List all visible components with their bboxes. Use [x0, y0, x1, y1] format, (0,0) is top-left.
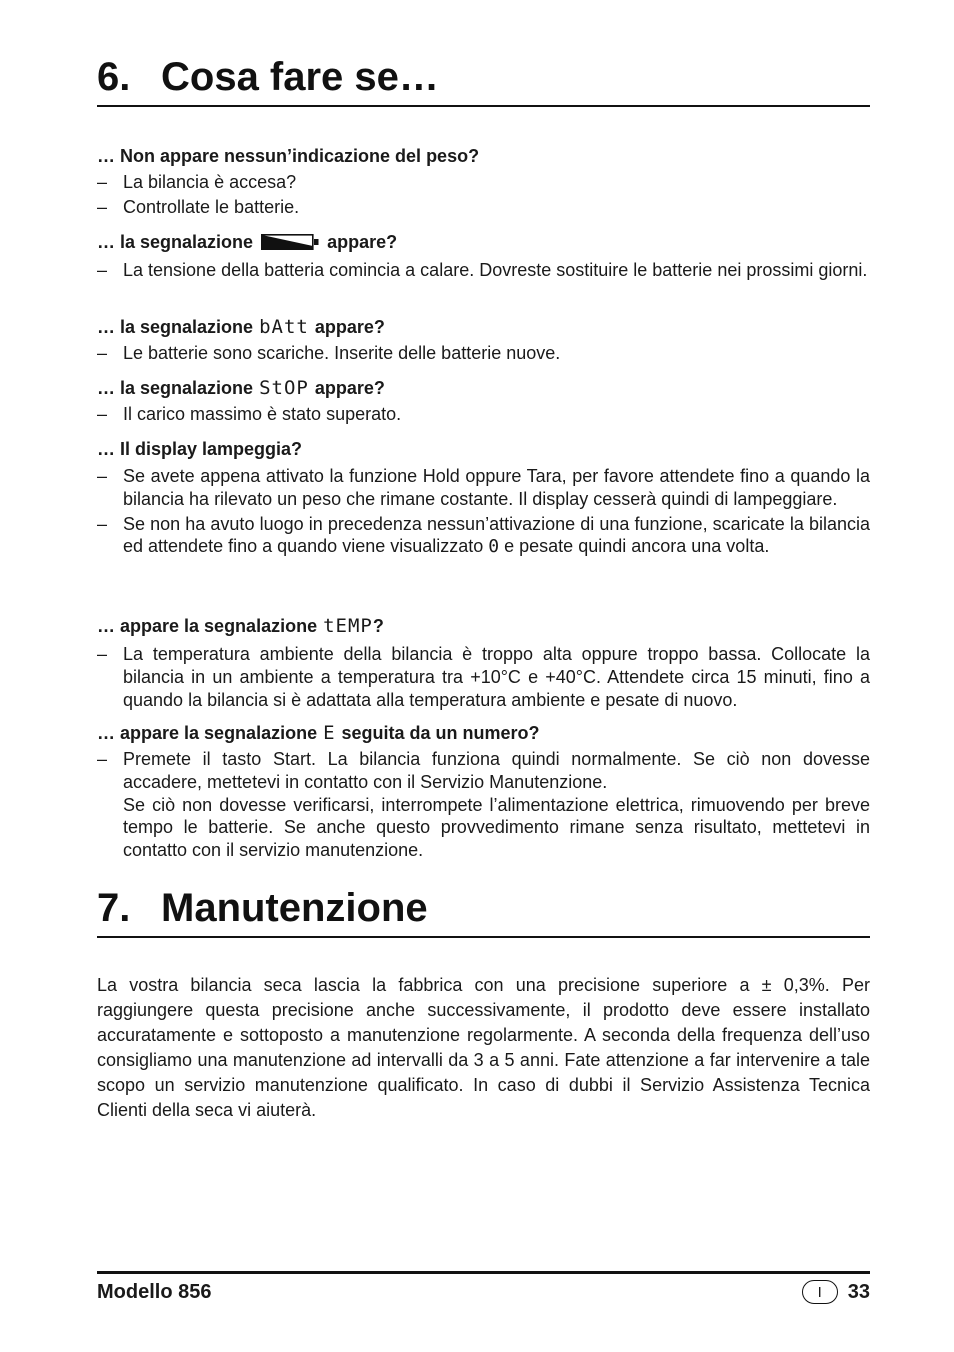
faq-question: … Il display lampeggia?: [97, 439, 303, 459]
faq-question-pre: … la segnalazione: [97, 317, 254, 337]
faq-answers: [97, 171, 870, 219]
faq-question-pre: … la segnalazione: [97, 232, 254, 252]
section-7-header: [97, 885, 870, 938]
faq-question-pre: … appare la segnalazione: [97, 616, 318, 636]
segment-display-text: 0: [488, 536, 500, 558]
faq-question-post: appare?: [314, 378, 385, 398]
faq-answer-post: e pesate quindi ancora una volta.: [504, 536, 770, 557]
faq-answer-pre: Se non ha avuto luogo in precedenza nessun’attivazione di una funzione, scaricate la bilancia ed attendete fino a quando viene visualizzato: [123, 513, 870, 557]
faq-question: [97, 316, 870, 338]
faq-answers: [97, 748, 870, 862]
faq-question-post: appare?: [327, 232, 398, 252]
footer-rule: [97, 1271, 870, 1274]
faq-answers: [97, 403, 870, 426]
faq-question-post: appare?: [314, 317, 385, 337]
faq-answer: – Il carico massimo è stato superato.: [97, 403, 870, 426]
faq-answers: [97, 342, 870, 365]
faq-question: [97, 377, 870, 399]
faq-answer: [97, 748, 870, 862]
faq-temp-display: [97, 615, 870, 711]
section-6-number: 6.: [97, 55, 131, 99]
faq-answer: – Le batterie sono scariche. Inserite delle batterie nuove.: [97, 342, 870, 365]
faq-question-pre: … appare la segnalazione: [97, 723, 318, 743]
segment-display-text: bAtt: [259, 316, 309, 338]
faq-question: [97, 231, 870, 253]
faq-answer: – La temperatura ambiente della bilancia è troppo alta oppure troppo bassa. Collocate la bilancia in un ambiente a temperatura tra +10°C e +40°C. Attendete circa 15 minuti, fino a quando la bilancia si è adattata alla temperatura ambiente e pesate di nuovo.: [97, 643, 870, 711]
battery-low-icon: [261, 234, 319, 250]
footer-model: Modello 856: [97, 1280, 212, 1303]
faq-display-blinking: [97, 438, 870, 559]
faq-question: … Non appare nessun’indicazione del peso?: [97, 146, 480, 166]
page-number: 33: [847, 1280, 870, 1303]
faq-answers: [97, 643, 870, 711]
faq-error-code: [97, 722, 870, 862]
segment-display-text: tEMP: [323, 615, 373, 637]
footer-row: [97, 1280, 870, 1304]
faq-answer: – Se avete appena attivato la funzione Hold oppure Tara, per favore attendete fino a quando la bilancia ha rilevato un peso che rimane costante. Il display cesserà quindi di lampeggiare.: [97, 465, 870, 511]
section-7-body: [97, 973, 870, 1123]
faq-question-pre: … la segnalazione: [97, 378, 254, 398]
section-6-rule: [97, 105, 870, 107]
segment-display-text: StOP: [259, 377, 309, 399]
faq-question: [97, 615, 870, 637]
section-6-header: [97, 54, 870, 107]
faq-answers: [97, 465, 870, 559]
faq-answers: [97, 259, 870, 282]
page-footer: [97, 1271, 870, 1304]
faq-batt-display: [97, 316, 870, 365]
section-7-title-text: Manutenzione: [161, 886, 428, 930]
faq-question: [97, 722, 870, 744]
section-7-rule: [97, 936, 870, 938]
footer-right: [802, 1280, 870, 1304]
section-7-title: [97, 885, 870, 931]
faq-answer-line: Se ciò non dovesse verificarsi, interrompete l’alimentazione elettrica, rimuovendo per breve tempo le batterie. Se anche questo provvedimento rimane senza risultato, mettetevi in contatto con il servizio manutenzione.: [123, 794, 870, 861]
faq-answer: – Controllate le batterie.: [97, 196, 870, 219]
section-7-number: 7.: [97, 886, 131, 930]
faq-question-post: ?: [372, 616, 384, 636]
faq-no-weight: [97, 145, 870, 219]
faq-question-post: seguita da un numero?: [341, 723, 540, 743]
faq-battery-low: [97, 231, 870, 282]
segment-display-text: E: [323, 722, 336, 744]
faq-answer: – La bilancia è accesa?: [97, 171, 870, 194]
maintenance-paragraph: La vostra bilancia seca lascia la fabbrica con una precisione superiore a ± 0,3%. Per raggiungere questa precisione anche successivamente, il prodotto deve essere installato accuratamente e sottoposto a manutenzione regolarmente. A seconda della frequenza dell’uso consigliamo una manutenzione ad intervalli da 3 a 5 anni. Fate attenzione a far intervenire a tale scopo un servizio manutenzione qualificato. In caso di dubbi il Servizio Assistenza Tecnica Clienti della seca vi aiuterà.: [97, 975, 870, 1120]
faq-answer: – La tensione della batteria comincia a calare. Dovreste sostituire le batterie nei prossimi giorni.: [97, 259, 870, 282]
faq-answer-line: – Premete il tasto Start. La bilancia funziona quindi normalmente. Se ciò non dovesse accadere, mettetevi in contatto con il Servizio Manutenzione.: [123, 749, 870, 792]
faq-stop-display: [97, 377, 870, 426]
section-6-title-text: Cosa fare se…: [161, 55, 439, 99]
section-6-title: [97, 54, 870, 100]
faq-answer: [97, 513, 870, 560]
language-badge: I: [802, 1280, 838, 1304]
